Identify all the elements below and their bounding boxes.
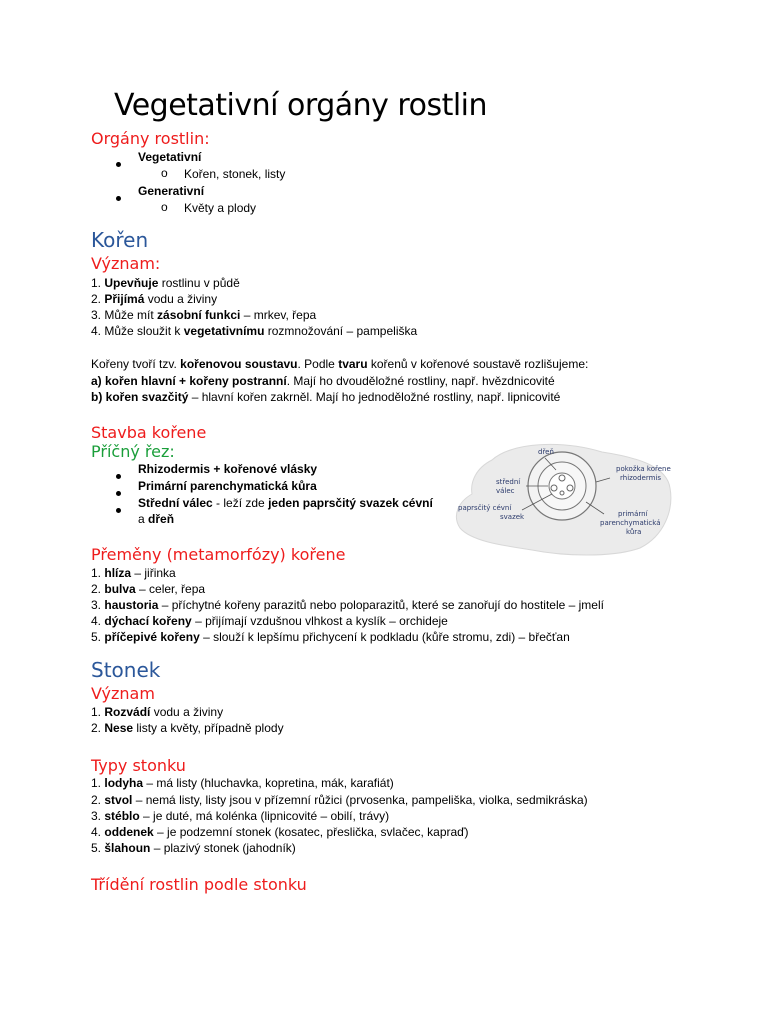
page-title: Vegetativní orgány rostlin bbox=[114, 88, 488, 123]
list-item: 2. stvol – nemá listy, listy jsou v přízemní růžici (prvosenka, pampeliška, violka, sedmikráska) bbox=[91, 793, 588, 807]
section-heading-stonek: Stonek bbox=[91, 658, 161, 682]
diagram-label: kůra bbox=[626, 528, 642, 536]
list-item: Primární parenchymatická kůra bbox=[138, 479, 317, 493]
list-bullet bbox=[116, 466, 121, 484]
list-item: 4. dýchací kořeny – přijímají vzdušnou vlhkost a kyslík – orchideje bbox=[91, 614, 448, 628]
list-item: 3. haustoria – příchytné kořeny parazitů nebo poloparazitů, které se zanořují do hostitele – jmelí bbox=[91, 598, 604, 612]
prurez-heading: Příčný řez: bbox=[91, 442, 175, 461]
diagram-label: válec bbox=[496, 487, 515, 495]
list-item: 2. bulva – celer, řepa bbox=[91, 582, 206, 596]
trideni-heading: Třídění rostlin podle stonku bbox=[91, 875, 307, 894]
typy-heading: Typy stonku bbox=[91, 756, 186, 775]
sub-marker: o bbox=[161, 200, 168, 214]
diagram-label-dren: dřeň bbox=[538, 448, 554, 456]
list-item: 5. šlahoun – plazivý stonek (jahodník) bbox=[91, 841, 296, 855]
section-heading-koren: Kořen bbox=[91, 228, 149, 252]
sub-marker: o bbox=[161, 166, 168, 180]
list-item: 4. Může sloužit k vegetativnímu rozmnožování – pampeliška bbox=[91, 324, 418, 338]
vyznam-heading: Význam: bbox=[91, 254, 161, 273]
list-item: 3. Může mít zásobní funkci – mrkev, řepa bbox=[91, 308, 317, 322]
stavba-heading: Stavba kořene bbox=[91, 423, 207, 442]
list-bullet bbox=[116, 154, 121, 172]
list-item: 3. stéblo – je duté, má kolénka (lipnicovité – obilí, trávy) bbox=[91, 809, 390, 823]
list-item: 2. Nese listy a květy, případně plody bbox=[91, 721, 284, 735]
list-bullet bbox=[116, 500, 121, 518]
diagram-label: paprsčitý cévní bbox=[458, 504, 512, 512]
paragraph: a) kořen hlavní + kořeny postranní. Mají ho dvouděložné rostliny, např. hvězdnicovité bbox=[91, 374, 555, 388]
list-item: 1. lodyha – má listy (hluchavka, kopretina, mák, karafiát) bbox=[91, 776, 394, 790]
list-item: Vegetativní bbox=[138, 150, 202, 164]
diagram-label: pokožka kořene bbox=[616, 465, 671, 473]
root-cross-section-diagram bbox=[452, 438, 676, 560]
list-item: 1. Upevňuje rostlinu v půdě bbox=[91, 276, 240, 290]
list-bullet bbox=[116, 188, 121, 206]
diagram-label: parenchymatická bbox=[600, 519, 661, 527]
list-item-continued: a dřeň bbox=[138, 512, 175, 526]
list-item: Rhizodermis + kořenové vlásky bbox=[138, 462, 318, 476]
list-bullet bbox=[116, 483, 121, 501]
list-item: Střední válec - leží zde jeden paprsčitý svazek cévní bbox=[138, 496, 433, 510]
list-item: 2. Přijímá vodu a živiny bbox=[91, 292, 218, 306]
list-item: 5. příčepivé kořeny – slouží k lepšímu přichycení k podkladu (kůře stromu, zdi) – břečťan bbox=[91, 630, 570, 644]
vyznam-heading: Význam bbox=[91, 684, 155, 703]
diagram-label: rhizodermis bbox=[620, 474, 662, 482]
list-item: 4. oddenek – je podzemní stonek (kosatec, přeslička, svlačec, kapraď) bbox=[91, 825, 469, 839]
diagram-label: střední bbox=[496, 478, 521, 486]
list-subitem: Kořen, stonek, listy bbox=[184, 167, 286, 181]
premeny-heading: Přeměny (metamorfózy) kořene bbox=[91, 545, 346, 564]
list-item: 1. hlíza – jiřinka bbox=[91, 566, 176, 580]
list-subitem: Květy a plody bbox=[184, 201, 257, 215]
list-item: Generativní bbox=[138, 184, 205, 198]
paragraph: b) kořen svazčitý – hlavní kořen zakrněl. Mají ho jednoděložné rostliny, např. lipnicovité bbox=[91, 390, 561, 404]
paragraph: Kořeny tvoří tzv. kořenovou soustavu. Podle tvaru kořenů v kořenové soustavě rozlišujeme: bbox=[91, 357, 589, 371]
list-item: 1. Rozvádí vodu a živiny bbox=[91, 705, 224, 719]
diagram-label: svazek bbox=[500, 513, 525, 521]
organy-heading: Orgány rostlin: bbox=[91, 129, 210, 148]
diagram-label: primární bbox=[618, 510, 648, 518]
